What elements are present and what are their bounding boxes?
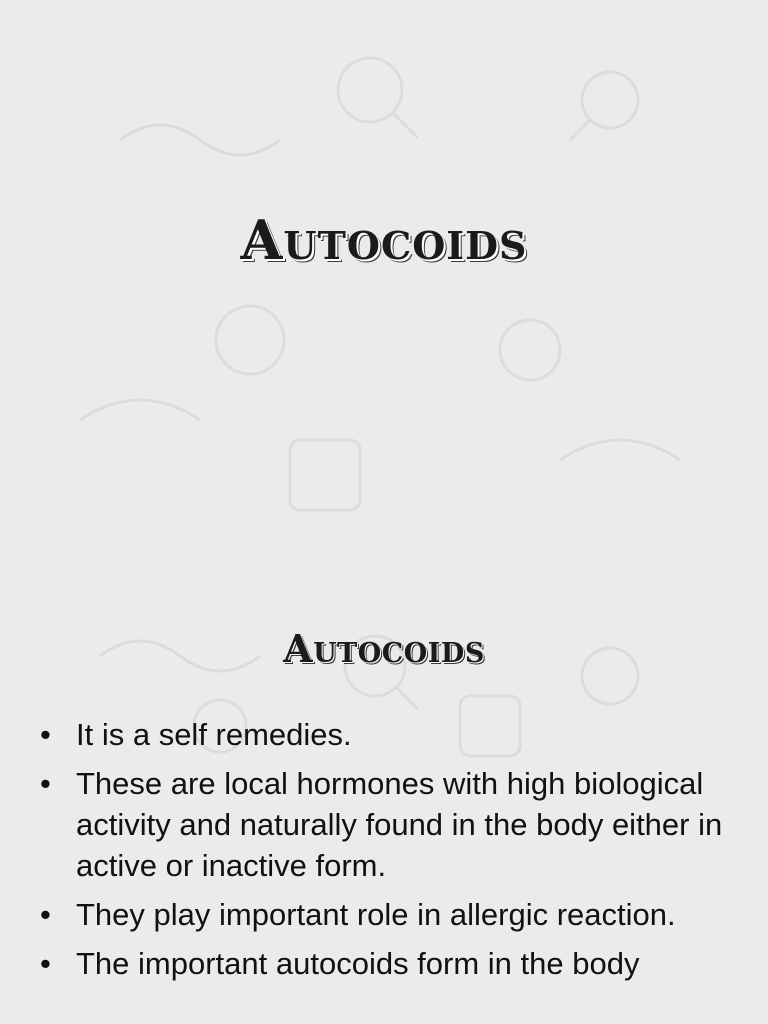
bullet-icon: • bbox=[40, 717, 51, 752]
list-item bbox=[40, 714, 730, 755]
list-item bbox=[40, 943, 730, 984]
bullet-icon: • bbox=[40, 946, 51, 981]
content-slide bbox=[0, 576, 768, 1024]
slide-title: Autocoids bbox=[283, 626, 485, 671]
bullet-text: These are local hormones with high biological activity and naturally found in the body either in active or inactive form. bbox=[76, 766, 723, 883]
list-item bbox=[40, 894, 730, 935]
bullet-text: It is a self remedies. bbox=[76, 717, 352, 752]
bullet-text: The important autocoids form in the body bbox=[76, 946, 640, 981]
slide-title: Autocoids bbox=[240, 208, 528, 272]
bullet-text: They play important role in allergic reaction. bbox=[76, 897, 676, 932]
bullet-icon: • bbox=[40, 766, 51, 801]
bullet-list bbox=[40, 714, 730, 992]
bullet-icon: • bbox=[40, 897, 51, 932]
list-item bbox=[40, 763, 730, 886]
